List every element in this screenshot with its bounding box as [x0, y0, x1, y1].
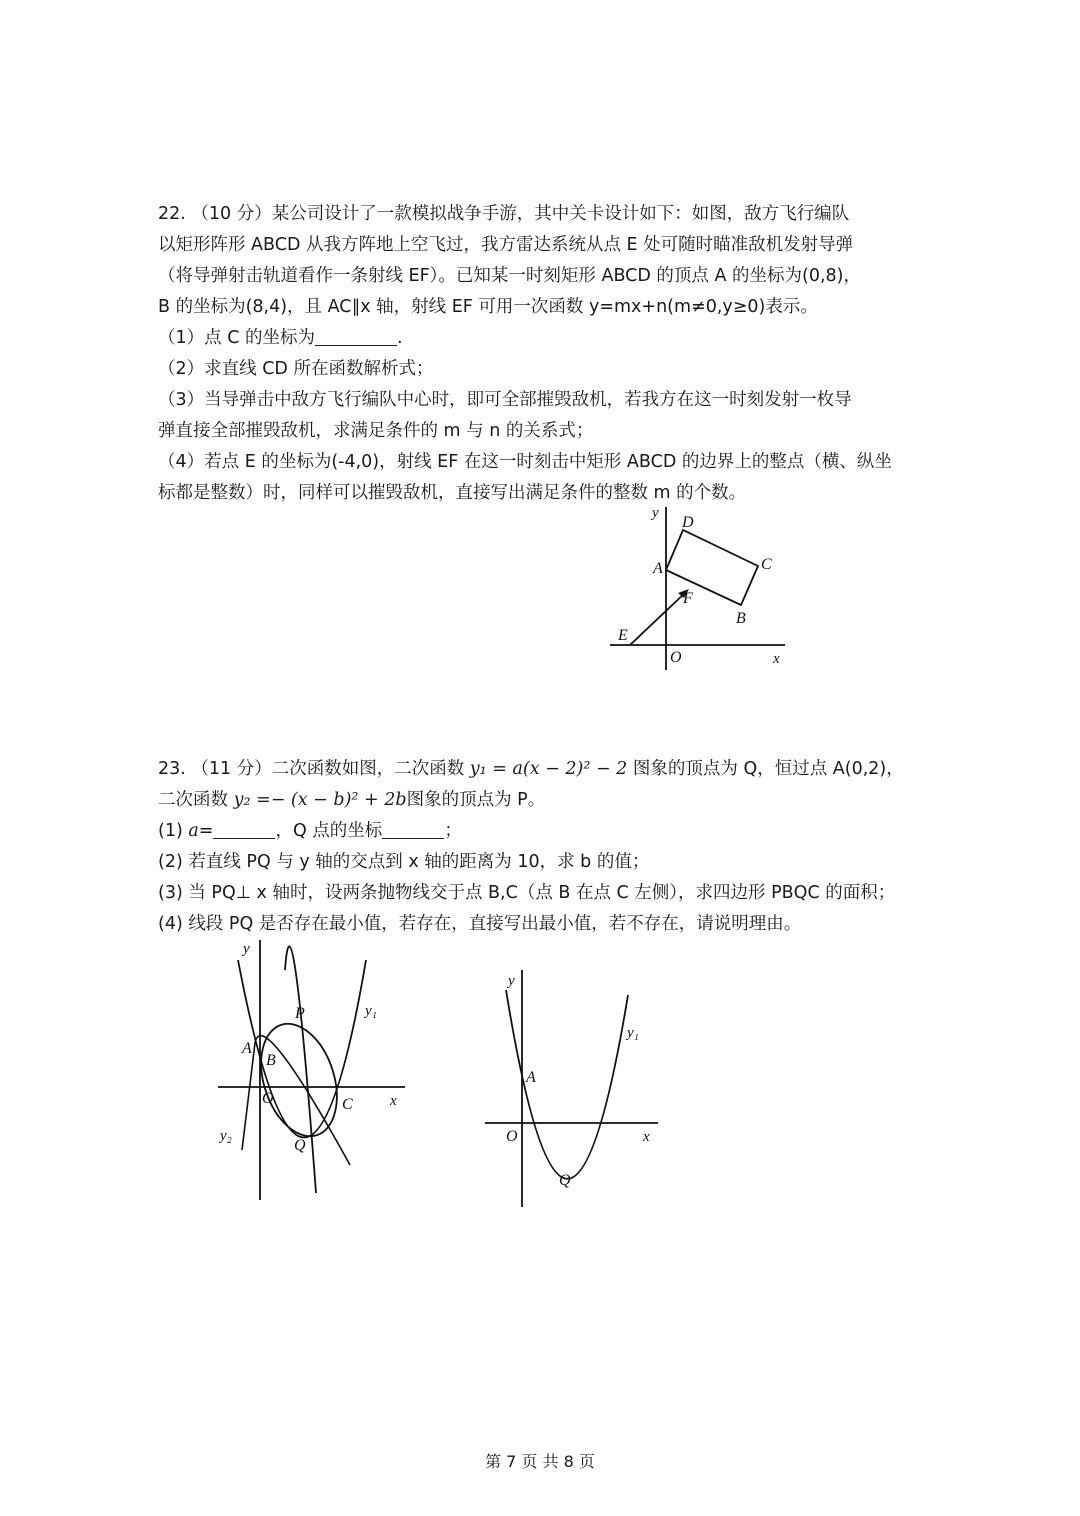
q22-sub-4-line-1: （4）若点 E 的坐标为(-4,0)，射线 EF 在这一时刻击中矩形 ABCD 的边界上的整点（横、纵坐 [158, 452, 892, 472]
y-axis-label: y [652, 505, 659, 521]
origin-label: O [670, 649, 682, 666]
q22-stem-line-3: （将导弹射击轨道看作一条射线 EF）。已知某一时刻矩形 ABCD 的顶点 A 的坐标为(0,8)， [158, 266, 862, 286]
point-b-label: B [736, 610, 746, 627]
curve-y2-label: y₂ [220, 1128, 232, 1144]
q22-figure [600, 495, 800, 679]
q23-stem-line-2 [158, 785, 958, 816]
question-22 [158, 199, 958, 509]
point-p-label: P [295, 1005, 305, 1022]
q23-sub-1-num: (1) [158, 821, 189, 841]
q23-stem-text: 二次函数 [158, 790, 234, 810]
q22-figure-svg [600, 495, 800, 675]
closed-curve [248, 1014, 350, 1146]
x-axis-label: x [390, 1093, 397, 1109]
curve-y1-label: y₁ [627, 1025, 639, 1041]
q23-sub-2: (2) 若直线 PQ 与 y 轴的交点到 x 轴的距离为 10，求 b 的值； [158, 852, 650, 872]
q22-sub-1 [158, 323, 958, 354]
point-a-label: A [242, 1040, 252, 1057]
q22-sub-3-line-2: 弹直接全部摧毁敌机，求满足条件的 m 与 n 的关系式； [158, 421, 594, 441]
ray-ef [630, 592, 686, 645]
q23-figure-2-svg [480, 965, 670, 1215]
q23-stem-line-1 [158, 754, 958, 785]
q23-sub-3: (3) 当 PQ⊥ x 轴时，设两条抛物线交于点 B,C（点 B 在点 C 左侧），求四边形 PBQC 的面积； [158, 883, 896, 903]
point-d-label: D [682, 514, 694, 531]
formula-y2: y₂ =− (x − b)² + 2b [233, 790, 407, 810]
q23-sub-1-end: ； [444, 821, 462, 841]
q23-sub-1 [158, 816, 958, 847]
y-axis-label: y [243, 941, 250, 957]
q23-sub-1-eq: = [198, 821, 214, 841]
variable-a: a [188, 821, 199, 841]
question-23 [158, 754, 958, 940]
q23-stem-text: 23. （11 分）二次函数如图，二次函数 [158, 759, 470, 779]
point-f-label: F [683, 590, 693, 607]
q23-figure-1 [210, 935, 410, 1209]
parabola-y2 [285, 946, 316, 1193]
q23-stem-text: 图象的顶点为 P。 [406, 790, 546, 810]
q23-figure-1-svg [210, 935, 410, 1205]
x-axis-label: x [643, 1129, 650, 1145]
q23-sub-4: (4) 线段 PQ 是否存在最小值，若存在，直接写出最小值，若不存在，请说明理由。 [158, 914, 802, 934]
parabola-y1 [506, 990, 628, 1179]
q22-stem-line-2: 以矩形阵形 ABCD 从我方阵地上空飞过，我方雷达系统从点 E 处可随时瞄准敌机发射导弹 [158, 235, 854, 255]
point-q-label: Q [559, 1172, 571, 1189]
answer-blank-a[interactable] [213, 818, 275, 839]
curve-y1-label: y₁ [365, 1003, 377, 1019]
point-c-label: C [761, 556, 772, 573]
q22-stem-line-4: B 的坐标为(8,4)，且 AC∥x 轴，射线 EF 可用一次函数 y=mx+n(m≠0,y≥0)表示。 [158, 297, 818, 317]
q23-sub-1-text: ，Q 点的坐标 [275, 821, 383, 841]
x-axis-label: x [773, 651, 780, 667]
q22-sub-1-text: （1）点 C 的坐标为 [158, 328, 315, 348]
origin-label: O [262, 1090, 274, 1107]
point-b-label: B [266, 1052, 276, 1069]
q23-stem-text: 图象的顶点为 Q，恒过点 A(0,2)， [627, 759, 904, 779]
point-q-label: Q [294, 1137, 306, 1154]
point-e-label: E [618, 627, 628, 644]
q22-sub-2: （2）求直线 CD 所在函数解析式； [158, 359, 434, 379]
q23-figure-2 [480, 965, 670, 1219]
point-a-label: A [653, 560, 663, 577]
y-axis-label: y [508, 973, 515, 989]
point-a-label: A [526, 1069, 536, 1086]
page-number: 第 7 页 共 8 页 [485, 1452, 595, 1471]
answer-blank[interactable] [315, 325, 397, 346]
q22-stem-line-1: 22. （10 分）某公司设计了一款模拟战争手游，其中关卡设计如下：如图，敌方飞行编队 [158, 204, 850, 224]
origin-label: O [506, 1128, 518, 1145]
point-c-label: C [342, 1096, 353, 1113]
formula-y1: y₁ = a(x − 2)² − 2 [469, 759, 628, 779]
q22-sub-4-line-2: 标都是整数）时，同样可以摧毁敌机，直接写出满足条件的整数 m 的个数。 [158, 483, 747, 503]
answer-blank-q[interactable] [382, 818, 444, 839]
q22-sub-1-end: . [396, 328, 403, 348]
q22-sub-3-line-1: （3）当导弹击中敌方飞行编队中心时，即可全部摧毁敌机，若我方在这一时刻发射一枚导 [158, 390, 852, 410]
